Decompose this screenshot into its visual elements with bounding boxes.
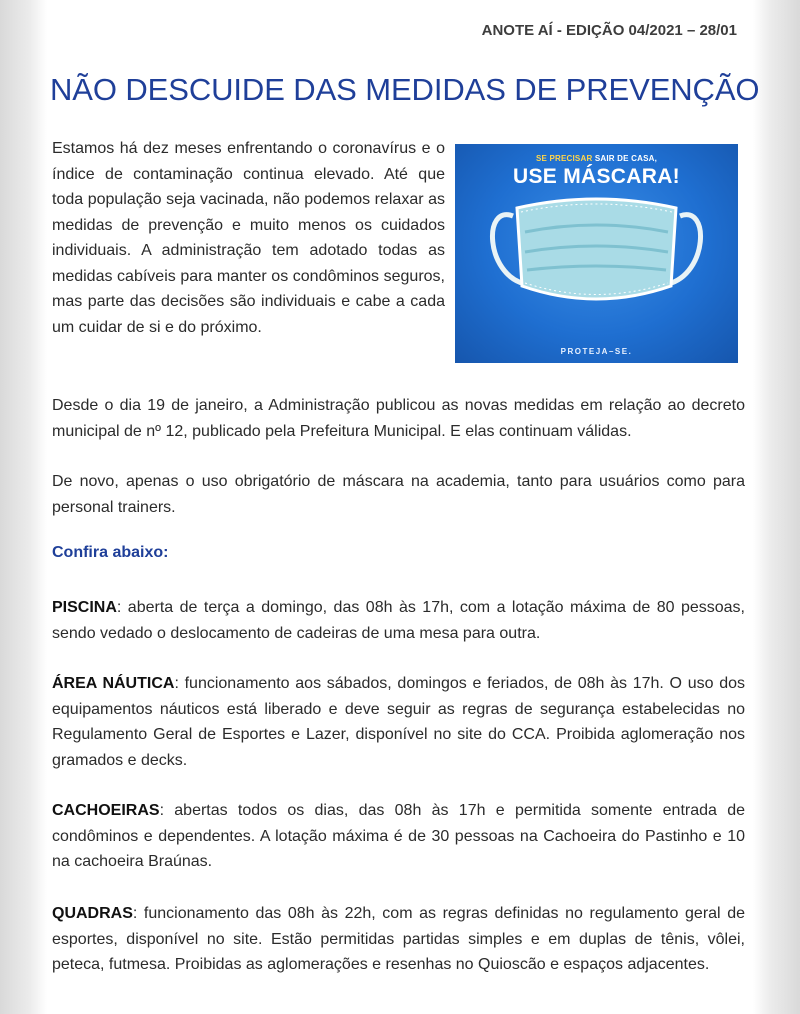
page-title: NÃO DESCUIDE DAS MEDIDAS DE PREVENÇÃO — [50, 72, 760, 107]
rule-item-pool — [52, 595, 745, 646]
image-bottom-text: PROTEJA–SE. — [560, 347, 633, 356]
paragraph-decree: Desde o dia 19 de janeiro, a Administração publicou as novas medidas em relação ao decreto municipal de nº 12, publicado pela Prefeitura Municipal. E elas continuam válidas. — [52, 397, 745, 440]
rule-item-courts — [52, 901, 745, 978]
rule-text: : aberta de terça a domingo, das 08h às 17h, com a lotação máxima de 80 pessoas, sendo vedado o deslocamento de cadeiras de uma mesa para outra. — [52, 599, 745, 642]
use-mask-image — [455, 144, 738, 363]
rule-item-waterfalls — [52, 798, 745, 875]
section-heading: Confira abaixo: — [52, 544, 169, 561]
rule-text: : funcionamento aos sábados, domingos e feriados, de 08h às 17h. O uso dos equipamentos náuticos está liberado e deve seguir as regras de segurança estabelecidas no Regulamento Geral de Esportes e Lazer, disponível no site do CCA. Proibida aglomeração nos gramados e decks. — [52, 675, 746, 769]
edition-info: ANOTE AÍ - EDIÇÃO 04/2021 – 28/01 — [481, 22, 737, 39]
rule-term: ÁREA NÁUTICA — [52, 675, 175, 692]
rule-text: : funcionamento das 08h às 22h, com as regras definidas no regulamento geral de esportes, disponível no site. Estão permitidas partidas simples e em duplas de tênis, vôlei, peteca, futmesa. Proibidas as aglomerações e resenhas no Quioscão e espaços adjacentes. — [52, 905, 745, 973]
rule-term: QUADRAS — [52, 905, 133, 922]
rule-term: PISCINA — [52, 599, 117, 616]
image-top-text: SE PRECISAR SAIR DE CASA, — [535, 154, 658, 163]
rule-item-nautical — [52, 671, 745, 773]
intro-paragraph: Estamos há dez meses enfrentando o coronavírus e o índice de contaminação continua elevado. Até que toda população seja vacinada, não podemos relaxar as medidas de prevenção e muito menos os cuidados individuais. A administração tem adotado todas as medidas cabíveis para manter os condôminos seguros, mas parte das decisões são individuais e cabe a cada um cuidar de si e do próximo. — [52, 140, 445, 336]
image-headline: USE MÁSCARA! — [513, 165, 680, 188]
newsletter-page — [47, 0, 760, 1014]
paragraph-gym: De novo, apenas o uso obrigatório de máscara na academia, tanto para usuários como para personal trainers. — [52, 473, 745, 516]
rule-text: : abertas todos os dias, das 08h às 17h e permitida somente entrada de condôminos e dependentes. A lotação máxima é de 30 pessoas na Cachoeira do Pastinho e 10 na cachoeira Braúnas. — [52, 802, 745, 870]
rule-term: CACHOEIRAS — [52, 802, 160, 819]
